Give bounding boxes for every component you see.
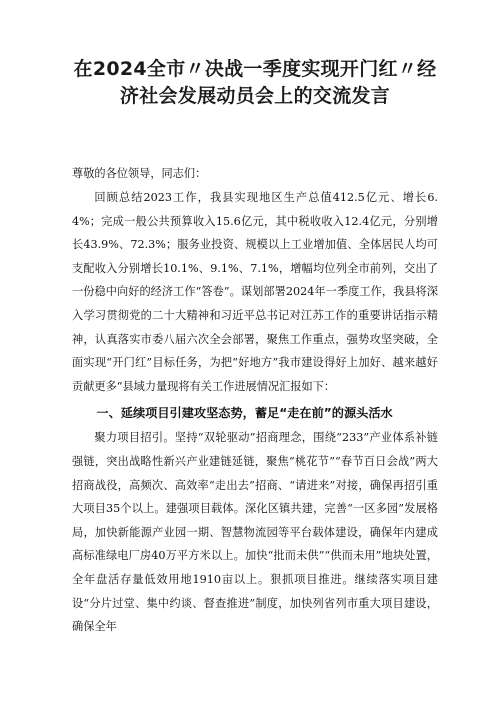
section-1-paragraph: 聚力项目招引。坚持“双轮驱动”招商理念，围绕“233”产业体系补链强链，突出战略性新兴产业建链延链，聚焦“桃花节”“春节百日会战”两大招商战役，高频次、高效率“走出去”招商、“请进来”对接，确保再招引重大项目35个以上。建强项目载体。深化区镇共建，完善“一区多园”发展格局，加快新能源产业园一期、智慧物流园等平台载体建设，确保年内建成高标准绿电厂房40万平方米以上。加快“批而未供”“供而未用”地块处置，全年盘活存量低效用地1910亩以上。狠抓项目推进。继续落实项目建设“分片过堂、集中约谈、督查推进”制度，加快列省列市重大项目建设，确保全年 — [72, 431, 438, 634]
title-line-1: 在2024全市〃决战一季度实现开门红〃经 — [73, 58, 437, 80]
document-title — [72, 56, 438, 110]
title-line-2: 济社会发展动员会上的交流发言 — [119, 85, 391, 107]
section-heading-1: 一、延续项目引建攻坚态势，蓄足“走在前”的源头活水 — [96, 406, 393, 421]
intro-paragraph: 回顾总结2023工作，我县实现地区生产总值412.5亿元、增长6.4%；完成一般公共预算收入15.6亿元，其中税收收入12.4亿元，分别增长43.9%、72.3%；服务业投资、规模以上工业增加值、全体居民人均可支配收入分别增长10.1%、9.1%、7.1%，增幅均位列全市前列，交出了一份稳中向好的经济工作“答卷”。谋划部署2024年一季度工作，我县将深入学习贯彻党的二十大精神和习近平总书记对江苏工作的重要讲话指示精神，认真落实市委八届六次全会部署，聚焦工作重点，强势攻坚突破，全面实现“开门红”目标任务，为把“好地方”我市建设得好上加好、越来越好贡献更多“县域力量现将有关工作进展情况汇报如下： — [72, 191, 438, 393]
salutation: 尊敬的各位领导，同志们： — [72, 167, 207, 180]
